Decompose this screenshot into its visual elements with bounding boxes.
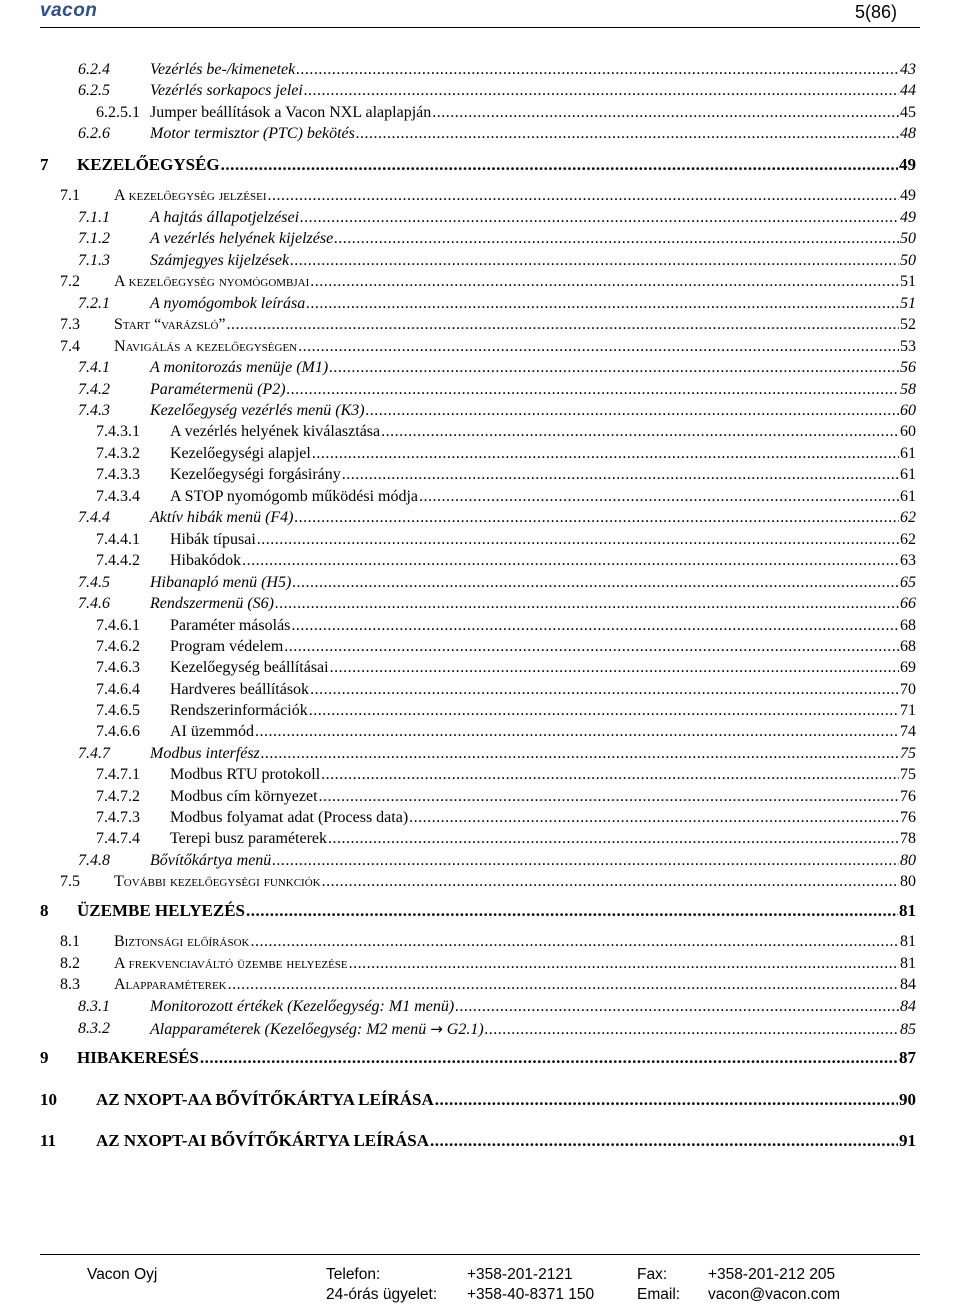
toc-entry-page: 48 (900, 125, 916, 142)
toc-entry[interactable] (0, 872, 960, 892)
toc-entry-page: 60 (900, 402, 916, 419)
toc-entry-number: 7.3 (60, 316, 80, 333)
toc-entry[interactable] (0, 294, 960, 314)
toc-dot-leader (227, 315, 899, 335)
toc-entry-number: 7.2.1 (78, 295, 110, 312)
footer-fax-label: Fax: (637, 1266, 668, 1283)
toc-entry[interactable] (0, 422, 960, 442)
toc-dot-leader (296, 60, 899, 80)
toc-entry-page: 45 (900, 104, 916, 121)
toc-entry-page: 71 (900, 702, 916, 719)
toc-entry-number: 7.4.7.1 (96, 766, 140, 783)
toc-entry-number: 7.4.3 (78, 402, 110, 419)
toc-entry-title-text: A nyomógombok leírása (150, 295, 306, 312)
toc-entry[interactable] (0, 680, 960, 700)
page-number: 5(86) (854, 2, 897, 22)
toc-entry-page: 75 (900, 745, 916, 762)
toc-entry-number: 7.2 (60, 273, 80, 290)
toc-dot-leader (366, 401, 899, 421)
toc-entry-title (170, 465, 341, 485)
toc-entry-page: 62 (900, 531, 916, 548)
toc-entry-title-text: Jumper beállítások a Vacon NXL alaplapján (150, 104, 432, 121)
toc-entry-title-text: Kezelőegység vezérlés menü (K3) (150, 402, 365, 419)
toc-entry-page: 65 (900, 574, 916, 591)
toc-entry-page: 76 (900, 809, 916, 826)
toc-dot-leader (322, 872, 899, 892)
toc-entry-number: 7.4.5 (78, 574, 110, 591)
toc-dot-leader (330, 658, 899, 678)
toc-entry-number: 7.1.2 (78, 230, 110, 247)
toc-dot-leader (455, 997, 899, 1017)
toc-dot-leader (310, 680, 899, 700)
vacon-logo: vacon (40, 0, 98, 21)
toc-entry-title (77, 1048, 199, 1068)
toc-entry-title (170, 765, 320, 785)
toc-entry-page: 62 (900, 509, 916, 526)
toc-entry-number: 7.4.4 (78, 509, 110, 526)
toc-entry-title (114, 954, 348, 974)
toc-entry-page: 84 (900, 976, 916, 993)
toc-entry[interactable] (0, 658, 960, 678)
toc-entry-number: 8.3 (60, 976, 80, 993)
toc-entry-title-text: Rendszerinformációk (170, 702, 308, 719)
toc-dot-leader (292, 573, 899, 593)
toc-dot-leader (255, 722, 899, 742)
toc-dot-leader (284, 637, 899, 657)
toc-entry[interactable] (0, 744, 960, 764)
toc-entry[interactable] (0, 186, 960, 206)
toc-dot-leader (306, 294, 899, 314)
toc-entry-page: 81 (900, 955, 916, 972)
toc-dot-leader (381, 422, 899, 442)
toc-entry-title (150, 60, 295, 80)
toc-entry[interactable] (0, 444, 960, 464)
toc-entry-title-text: AZ NXOPT-AI BŐVÍTŐKÁRTYA LEÍRÁSA (96, 1131, 430, 1150)
toc-entry-title (170, 829, 327, 849)
toc-entry-title-text: A kezelőegység jelzései (114, 187, 267, 204)
toc-entry-number: 8.3.2 (78, 1020, 110, 1037)
footer-hotline-label: 24-órás ügyelet: (326, 1286, 438, 1303)
toc-entry-page: 85 (900, 1021, 916, 1038)
toc-entry-number: 6.2.6 (78, 125, 110, 142)
toc-entry-title (150, 508, 294, 528)
toc-entry-title-text: Alapparaméterek (114, 976, 227, 993)
toc-entry-number: 7.4.6.1 (96, 617, 140, 634)
toc-entry-title-text: Modbus RTU protokoll (170, 766, 321, 783)
toc-entry-number: 7.4.3.2 (96, 445, 140, 462)
toc-entry[interactable] (0, 81, 960, 101)
toc-entry-page: 58 (900, 381, 916, 398)
toc-entry[interactable] (0, 1090, 960, 1110)
toc-entry-title (77, 901, 245, 921)
toc-entry[interactable] (0, 103, 960, 123)
toc-entry[interactable] (0, 701, 960, 721)
toc-entry-title (150, 380, 286, 400)
toc-entry-page: 84 (900, 998, 916, 1015)
toc-entry-number: 7.4.3.1 (96, 423, 140, 440)
toc-entry-title-text: AZ NXOPT-AA BŐVÍTŐKÁRTYA LEÍRÁSA (96, 1090, 434, 1109)
toc-entry-title-text: A kezelőegység nyomógombjai (114, 273, 310, 290)
toc-entry[interactable] (0, 1048, 960, 1068)
toc-entry[interactable] (0, 787, 960, 807)
toc-entry[interactable] (0, 465, 960, 485)
toc-entry-number: 7.4.3.4 (96, 488, 140, 505)
toc-entry[interactable] (0, 487, 960, 507)
toc-entry-title (170, 616, 290, 636)
toc-entry-page: 52 (900, 316, 916, 333)
toc-entry-title (150, 294, 305, 314)
toc-entry-page: 63 (900, 552, 916, 569)
toc-entry-number: 9 (40, 1048, 49, 1067)
toc-entry-title (170, 722, 254, 742)
toc-entry-page: 60 (900, 423, 916, 440)
toc-entry-number: 7.4.6.4 (96, 681, 140, 698)
toc-entry[interactable] (0, 208, 960, 228)
toc-entry-title-text: Monitorozott értékek (Kezelőegység: M1 menü) (150, 998, 455, 1015)
toc-entry-number: 7.4 (60, 338, 80, 355)
toc-entry-title-text: Számjegyes kijelzések (150, 252, 290, 269)
right-arrow-icon: → (430, 1020, 443, 1038)
toc-entry-title-text: A hajtás állapotjelzései (150, 209, 300, 226)
toc-dot-leader (298, 337, 899, 357)
toc-entry-number: 8 (40, 901, 49, 920)
footer (0, 1264, 960, 1306)
toc-dot-leader (485, 1020, 899, 1040)
toc-entry[interactable] (0, 251, 960, 271)
toc-entry[interactable] (0, 551, 960, 571)
toc-entry-number: 6.2.5 (78, 82, 110, 99)
toc-entry-title-text: KEZELŐEGYSÉG (77, 155, 220, 174)
toc-entry-title (150, 851, 271, 871)
toc-entry-number: 7.4.6 (78, 595, 110, 612)
toc-entry-number: 7.5 (60, 873, 80, 890)
toc-entry-page: 61 (900, 466, 916, 483)
toc-entry-title (150, 124, 355, 144)
toc-entry-title-text: Hardveres beállítások (170, 681, 310, 698)
toc-entry-title (150, 208, 299, 228)
footer-email-label: Email: (637, 1286, 681, 1303)
toc-entry[interactable] (0, 808, 960, 828)
toc-entry-title (114, 932, 249, 952)
toc-entry-number: 7.4.7.3 (96, 809, 140, 826)
toc-entry-title-text: Rendszermenü (S6) (150, 595, 274, 612)
toc-entry-title (114, 186, 266, 206)
toc-entry[interactable] (0, 901, 960, 921)
toc-entry-title-text: Modbus cím környezet (170, 788, 318, 805)
toc-entry-page: 44 (900, 82, 916, 99)
toc-entry[interactable] (0, 851, 960, 871)
toc-entry-page: 61 (900, 445, 916, 462)
toc-entry-title (114, 975, 227, 995)
toc-dot-leader (356, 124, 899, 144)
toc-entry[interactable] (0, 60, 960, 80)
toc-entry[interactable] (0, 229, 960, 249)
toc-entry-title-text: A frekvenciaváltó üzembe helyezése (114, 955, 348, 972)
toc-entry[interactable] (0, 829, 960, 849)
toc-entry-number: 7.4.7.2 (96, 788, 140, 805)
toc-entry-number: 7.4.6.3 (96, 659, 140, 676)
toc-entry-number: 7 (40, 155, 49, 174)
toc-dot-leader (430, 1131, 898, 1151)
toc-entry-page: 80 (900, 873, 916, 890)
footer-hotline: +358-40-8371 150 (467, 1286, 595, 1303)
toc-entry-page: 81 (900, 933, 916, 950)
toc-entry-title (77, 155, 220, 175)
toc-entry-title (150, 997, 454, 1017)
toc-entry-title-text: AI üzemmód (170, 723, 254, 740)
toc-entry-number: 8.1 (60, 933, 80, 950)
toc-entry-title-text: Modbus interfész (150, 745, 260, 762)
toc-entry-title-text: HIBAKERESÉS (77, 1048, 199, 1067)
toc-entry-title (170, 658, 329, 678)
toc-entry-title-text: A STOP nyomógomb működési módja (170, 488, 419, 505)
toc-entry-title-text: Program védelem (170, 638, 284, 655)
toc-entry-title-text: Navigálás a kezelőegységen (114, 338, 298, 355)
toc-entry-number: 7.1.3 (78, 252, 110, 269)
toc-dot-leader (342, 465, 899, 485)
toc-entry-title (96, 1090, 434, 1110)
toc-dot-leader (310, 272, 899, 292)
toc-entry-title-text: Terepi busz paraméterek (170, 830, 328, 847)
toc-entry[interactable] (0, 337, 960, 357)
toc-entry-number: 11 (40, 1131, 57, 1150)
toc-entry-number: 7.4.4.1 (96, 531, 140, 548)
toc-entry-title-suffix: G2.1) (442, 1021, 484, 1038)
toc-dot-leader (291, 616, 899, 636)
toc-entry-title-text: A monitorozás menüje (M1) (150, 359, 329, 376)
toc-entry-title (170, 444, 311, 464)
toc-entry-page: 69 (900, 659, 916, 676)
toc-dot-leader (432, 103, 899, 123)
toc-entry-title-text: Modbus folyamat adat (Process data) (170, 809, 409, 826)
toc-entry-title (114, 337, 297, 357)
toc-entry-title (170, 680, 309, 700)
toc-entry-page: 53 (900, 338, 916, 355)
toc-dot-leader (309, 701, 899, 721)
toc-entry-title-text: Start “varázsló” (114, 316, 226, 333)
toc-dot-leader (250, 932, 899, 952)
toc-dot-leader (290, 251, 899, 271)
toc-entry[interactable] (0, 1131, 960, 1151)
toc-entry-page: 80 (900, 852, 916, 869)
toc-entry-title-text: Vezérlés be-/kimenetek (150, 61, 296, 78)
toc-entry-title-text: Hibák típusai (170, 531, 256, 548)
footer-email: vacon@vacon.com (708, 1286, 841, 1303)
toc-dot-leader (329, 358, 899, 378)
toc-entry-number: 10 (40, 1090, 57, 1109)
toc-entry[interactable] (0, 530, 960, 550)
toc-entry-title (150, 401, 365, 421)
toc-entry-number: 8.3.1 (78, 998, 110, 1015)
toc-entry-title-text: ÜZEMBE HELYEZÉS (77, 901, 246, 920)
toc-entry-title (170, 637, 283, 657)
toc-dot-leader (242, 551, 899, 571)
toc-entry-title (96, 1131, 429, 1151)
toc-entry[interactable] (0, 124, 960, 144)
footer-company: Vacon Oyj (87, 1266, 158, 1283)
toc-entry-title-text: Alapparaméterek (Kezelőegység: M2 menü (150, 1021, 431, 1038)
toc-entry-title (170, 551, 241, 571)
toc-entry-page: 68 (900, 617, 916, 634)
toc-dot-leader (272, 851, 899, 871)
toc-entry-number: 7.4.1 (78, 359, 110, 376)
toc-entry[interactable] (0, 616, 960, 636)
toc-entry-page: 49 (900, 187, 916, 204)
toc-entry-title (170, 422, 380, 442)
toc-entry-title-text: Hibakódok (170, 552, 242, 569)
toc-entry-number: 7.4.7 (78, 745, 110, 762)
toc-dot-leader (261, 744, 899, 764)
toc-entry[interactable] (0, 272, 960, 292)
toc-dot-leader (304, 81, 899, 101)
toc-entry-number: 7.4.6.5 (96, 702, 140, 719)
toc-entry-title-text: A vezérlés helyének kiválasztása (170, 423, 381, 440)
toc-entry-title (150, 594, 274, 614)
toc-dot-leader (419, 487, 899, 507)
toc-entry-page: 50 (900, 252, 916, 269)
toc-entry-number: 7.4.7.4 (96, 830, 140, 847)
toc-dot-leader (349, 954, 899, 974)
toc-dot-leader (321, 765, 899, 785)
toc-entry-title-text: Kezelőegység beállításai (170, 659, 329, 676)
toc-dot-leader (295, 508, 900, 528)
toc-entry[interactable] (0, 315, 960, 335)
toc-entry[interactable] (0, 401, 960, 421)
toc-dot-leader (312, 444, 899, 464)
toc-entry-title-text: Paramétermenü (P2) (150, 381, 286, 398)
toc-dot-leader (275, 594, 899, 614)
toc-entry-title (150, 744, 260, 764)
toc-dot-leader (246, 901, 898, 921)
toc-entry-title (150, 81, 303, 101)
toc-entry-page: 51 (900, 295, 916, 312)
toc-entry-title (114, 872, 321, 892)
toc-entry-number: 6.2.4 (78, 61, 110, 78)
toc-entry-title (170, 487, 418, 507)
toc-entry-number: 7.1 (60, 187, 80, 204)
toc-entry-number: 8.2 (60, 955, 80, 972)
toc-entry-page: 74 (900, 723, 916, 740)
toc-entry-page: 61 (900, 488, 916, 505)
toc-dot-leader (221, 155, 898, 175)
toc-entry-title-text: Paraméter másolás (170, 617, 291, 634)
toc-entry-title (150, 251, 289, 271)
toc-entry[interactable] (0, 155, 960, 175)
toc-entry-title-text: Vezérlés sorkapocs jelei (150, 82, 303, 99)
toc-entry-page: 68 (900, 638, 916, 655)
toc-entry[interactable] (0, 358, 960, 378)
toc-entry-number: 7.4.3.3 (96, 466, 140, 483)
toc-entry-page: 49 (899, 155, 916, 174)
toc-entry-title-text: Biztonsági előírások (114, 933, 250, 950)
toc-entry-number: 7.1.1 (78, 209, 110, 226)
toc-entry-title (170, 530, 256, 550)
toc-entry[interactable] (0, 722, 960, 742)
toc-dot-leader (200, 1048, 898, 1068)
toc-entry-title (150, 103, 431, 123)
toc-entry-title-text: Aktív hibák menü (F4) (150, 509, 294, 526)
toc-dot-leader (319, 787, 899, 807)
toc-dot-leader (435, 1090, 898, 1110)
footer-phone: +358-201-2121 (467, 1266, 573, 1283)
toc-entry-page: 51 (900, 273, 916, 290)
toc-entry[interactable] (0, 954, 960, 974)
toc-entry-page: 76 (900, 788, 916, 805)
header-rule (40, 27, 920, 28)
toc-entry-title (170, 787, 318, 807)
toc-entry[interactable] (0, 975, 960, 995)
toc-entry-title-text: Motor termisztor (PTC) bekötés (150, 125, 355, 142)
toc-entry-page: 70 (900, 681, 916, 698)
toc-entry-title-text: További kezelőegységi funkciók (114, 873, 321, 890)
toc-entry-title (150, 358, 328, 378)
toc-entry-page: 66 (900, 595, 916, 612)
toc-entry-page: 56 (900, 359, 916, 376)
toc-entry-page: 49 (900, 209, 916, 226)
toc-entry-title-text: Kezelőegységi alapjel (170, 445, 311, 462)
toc-entry-title (170, 808, 408, 828)
toc-entry[interactable] (0, 380, 960, 400)
toc-entry-page: 90 (899, 1090, 916, 1109)
toc-entry-title-text: Bővítőkártya menü (150, 852, 272, 869)
toc-entry-number: 6.2.5.1 (96, 104, 140, 121)
toc-entry-title (150, 1019, 484, 1040)
toc-entry-title (150, 573, 291, 593)
toc-dot-leader (257, 530, 899, 550)
toc-dot-leader (300, 208, 899, 228)
toc-entry-number: 7.4.6.6 (96, 723, 140, 740)
footer-phone-label: Telefon: (326, 1266, 381, 1283)
toc-entry-title-text: Kezelőegységi forgásirány (170, 466, 341, 483)
toc-entry[interactable] (0, 508, 960, 528)
toc-entry-number: 7.4.6.2 (96, 638, 140, 655)
toc-entry-number: 7.4.8 (78, 852, 110, 869)
toc-entry-title (114, 315, 226, 335)
toc-entry-page: 43 (900, 61, 916, 78)
toc-dot-leader (409, 808, 899, 828)
footer-rule (40, 1254, 920, 1255)
toc-entry[interactable] (0, 1019, 960, 1039)
toc-entry-page: 87 (899, 1048, 916, 1067)
toc-entry[interactable] (0, 594, 960, 614)
footer-fax: +358-201-212 205 (708, 1266, 836, 1283)
toc-entry-number: 7.4.2 (78, 381, 110, 398)
toc-entry-page: 81 (899, 901, 916, 920)
toc-entry-title (150, 229, 333, 249)
toc-entry[interactable] (0, 997, 960, 1017)
toc-entry[interactable] (0, 932, 960, 952)
toc-entry-title (170, 701, 308, 721)
toc-entry-title (114, 272, 309, 292)
toc-entry-title-text: A vezérlés helyének kijelzése (150, 230, 334, 247)
toc-entry-page: 91 (899, 1131, 916, 1150)
toc-entry[interactable] (0, 573, 960, 593)
toc-dot-leader (267, 186, 899, 206)
toc-entry-page: 50 (900, 230, 916, 247)
toc-dot-leader (228, 975, 899, 995)
toc-dot-leader (334, 229, 899, 249)
toc-entry-title-text: Hibanapló menü (H5) (150, 574, 292, 591)
toc-entry-number: 7.4.4.2 (96, 552, 140, 569)
toc-entry-page: 75 (900, 766, 916, 783)
toc-entry[interactable] (0, 637, 960, 657)
toc-dot-leader (287, 380, 899, 400)
toc-entry-page: 78 (900, 830, 916, 847)
toc-entry[interactable] (0, 765, 960, 785)
toc-dot-leader (328, 829, 899, 849)
